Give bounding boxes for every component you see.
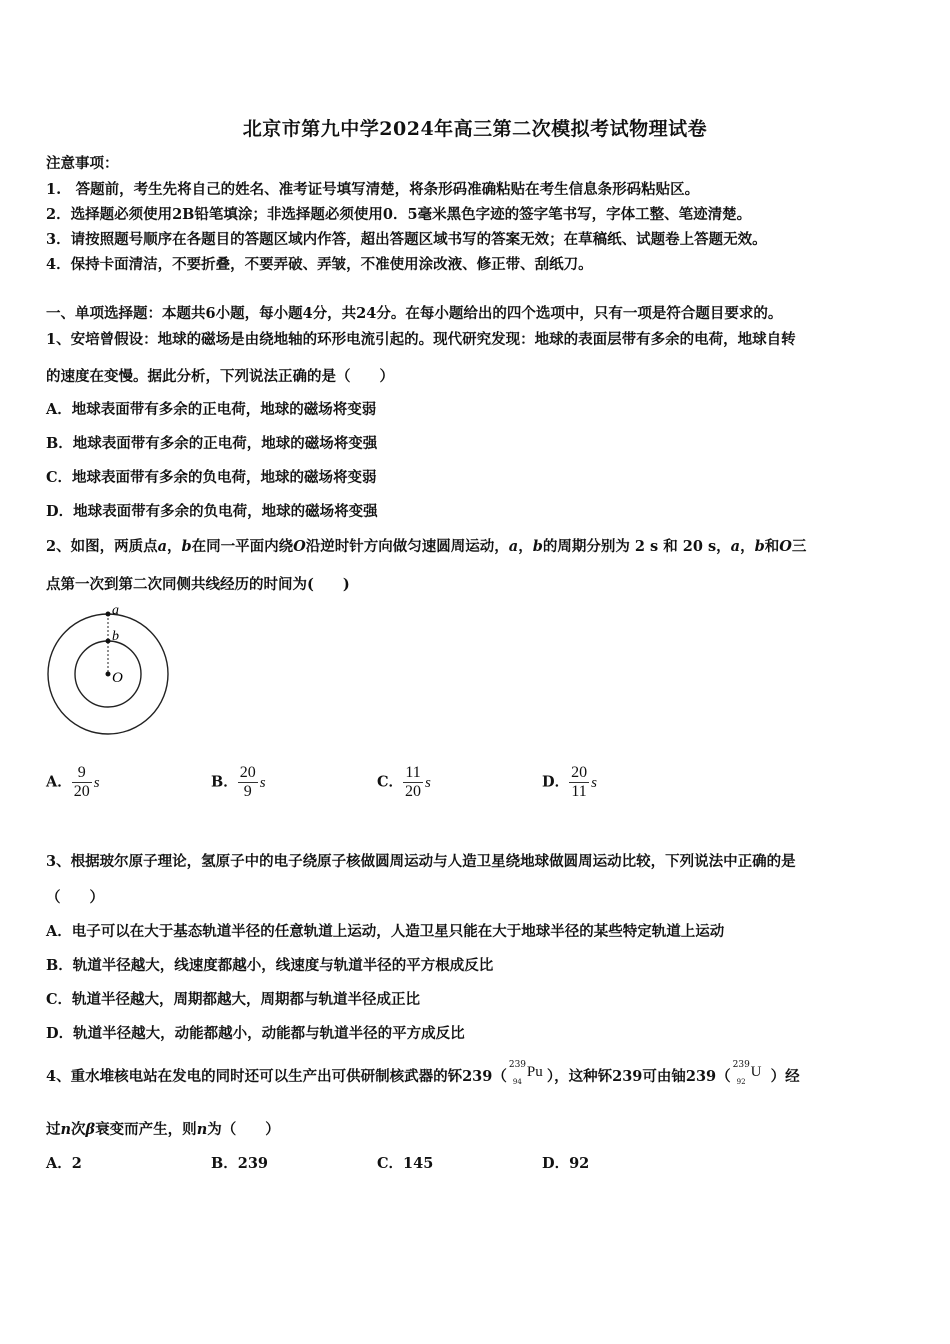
q1-option-b: B．地球表面带有多余的正电荷，地球的磁场将变强 [46,435,378,452]
q1-stem-line1: 1、安培曾假设：地球的磁场是由绕地轴的环形电流引起的。现代研究发现：地球的表面层带有多余的电荷，地球自转 [46,331,796,348]
label-a: a [112,603,119,618]
q1-option-d: D．地球表面带有多余的负电荷，地球的磁场将变强 [46,503,378,520]
notice-heading: 注意事项： [46,155,119,172]
uranium-nuclide: 239 92 U [732,1060,762,1086]
notice-item: 1. 答题前，考生先将自己的姓名、准考证号填写清楚，将条形码准确粘贴在考生信息条形码粘贴区。 [46,181,700,198]
q4-option-c: C．145 [377,1155,434,1172]
point-o [106,672,111,677]
q1-stem-line2: 的速度在变慢。据此分析，下列说法正确的是（ ） [46,368,394,385]
q1-option-c: C．地球表面带有多余的负电荷，地球的磁场将变弱 [46,469,377,486]
q3-option-c: C．轨道半径越大，周期都越大，周期都与轨道半径成正比 [46,991,421,1008]
section-heading: 一、单项选择题：本题共6小题，每小题4分，共24分。在每小题给出的四个选项中，只有一项是符合题目要求的。 [46,305,783,322]
q3-option-a: A．电子可以在大于基态轨道半径的任意轨道上运动，人造卫星只能在大于地球半径的某些特定轨道上运动 [46,923,725,940]
q4-option-a: A．2 [46,1155,82,1172]
plutonium-nuclide: 239 94 Pu [508,1060,543,1086]
q2-option-c: C． $\frac{11}{20}$ s [377,764,431,800]
q3-stem-line1: 3、根据玻尔原子理论，氢原子中的电子绕原子核做圆周运动与人造卫星绕地球做圆周运动比较，下列说法中正确的是 [46,853,796,870]
q4-stem-line1: 4、重水堆核电站在发电的同时还可以生产出可供研制核武器的钚239（ 239 94 Pu ），这种钚239可由铀239（ 239 92 U ）经 [46,1064,800,1090]
q3-stem-line2: （ ） [46,889,104,906]
point-b [106,639,111,644]
q4-option-b: B．239 [211,1155,269,1172]
q2-stem-line1: 2、如图，两质点a，b在同一平面内绕O沿逆时针方向做匀速圆周运动，a，b的周期分别为 2 s 和 20 s，a，b和O三 [46,538,807,555]
q2-option-b: B． $\frac{20}{9}$ s [211,764,266,800]
q3-option-b: B．轨道半径越大，线速度都越小，线速度与轨道半径的平方根成反比 [46,957,494,974]
page-title: 北京市第九中学2024年高三第二次模拟考试物理试卷 [242,118,708,140]
q2-option-d: D． $\frac{20}{11}$ s [542,764,597,800]
q4-stem-line2: 过n次β衰变而产生，则n为（ ） [46,1121,280,1138]
q1-option-a: A．地球表面带有多余的正电荷，地球的磁场将变弱 [46,401,377,418]
q2-stem-line2: 点第一次到第二次同侧共线经历的时间为( ) [46,576,350,593]
point-a [106,612,111,617]
orbit-diagram [44,602,174,738]
label-o: O [112,670,123,686]
label-b: b [112,629,119,644]
q4-option-d: D．92 [542,1155,590,1172]
q2-option-a: A． $\frac{9}{20}$ s [46,764,100,800]
notice-item: 2．选择题必须使用2B铅笔填涂；非选择题必须使用0．5毫米黑色字迹的签字笔书写，字体工整、笔迹清楚。 [46,206,752,223]
q3-option-d: D．轨道半径越大，动能都越小，动能都与轨道半径的平方成反比 [46,1025,465,1042]
notice-item: 4．保持卡面清洁，不要折叠，不要弄破、弄皱，不准使用涂改液、修正带、刮纸刀。 [46,256,593,273]
notice-item: 3．请按照题号顺序在各题目的答题区域内作答，超出答题区域书写的答案无效；在草稿纸、试题卷上答题无效。 [46,231,767,248]
